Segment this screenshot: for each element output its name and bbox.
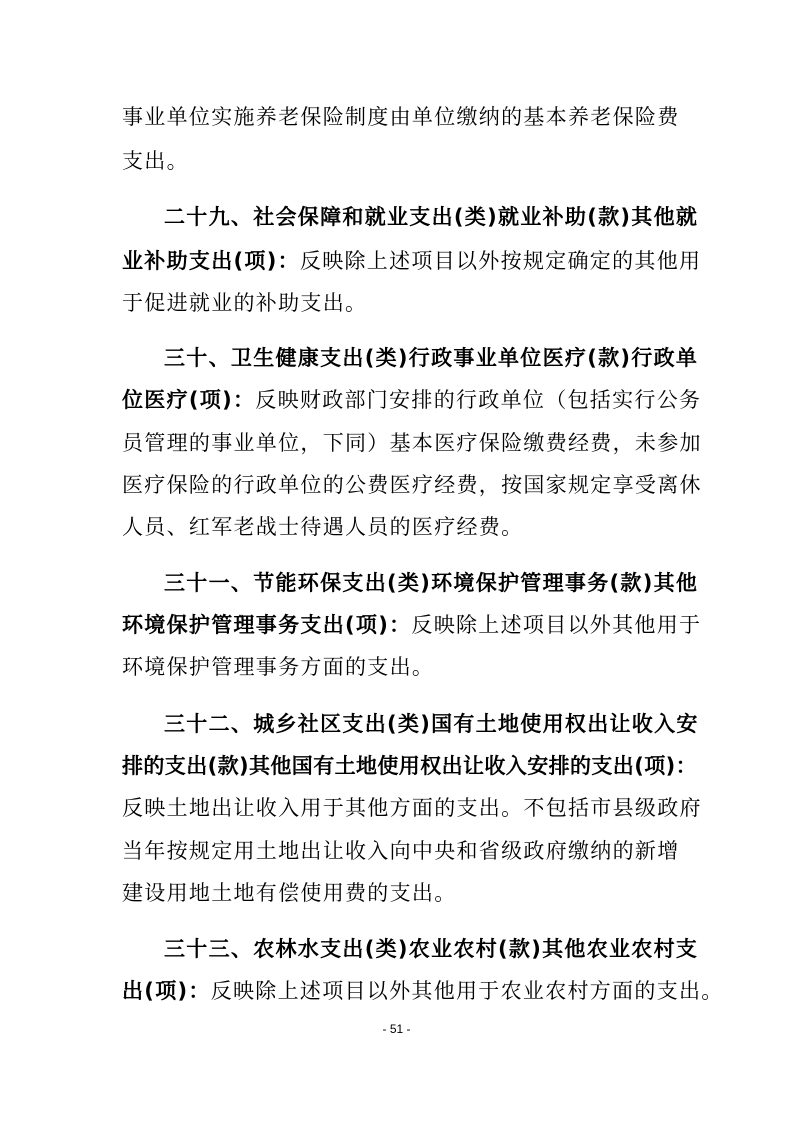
section-heading: 三十一、节能环保支出(类)环境保护管理事务(款)其他: [164, 571, 699, 595]
page-number: - 51 -: [382, 1022, 411, 1036]
section-heading: 排的支出(款)其他国有土地使用权出让收入安排的支出(项)：: [122, 754, 697, 778]
heading-line: [122, 747, 697, 785]
body-text: 员管理的事业单位，下同）基本医疗保险缴费经费，未参加: [122, 431, 702, 455]
body-text: 反映土地出让收入用于其他方面的支出。不包括市县级政府: [122, 796, 702, 820]
body-text: 于促进就业的补助支出。: [122, 291, 368, 315]
heading-line: [164, 930, 724, 968]
body-line: [122, 142, 682, 180]
body-line: [122, 789, 702, 827]
heading-line: [164, 564, 724, 602]
section-heading: 三十二、城乡社区支出(类)国有土地使用权出让收入安: [164, 712, 699, 736]
section-heading: 三十、卫生健康支出(类)行政事业单位医疗(款)行政单: [164, 346, 699, 370]
mixed-line: [122, 242, 702, 280]
body-text: 支出。: [122, 149, 189, 173]
section-heading: 二十九、社会保障和就业支出(类)就业补助(款)其他就: [164, 205, 699, 229]
body-text: 建设用地土地有偿使用费的支出。: [122, 881, 457, 905]
body-line: [122, 284, 682, 322]
heading-line: [164, 705, 724, 743]
mixed-line: [122, 381, 702, 419]
heading-line: [164, 198, 724, 236]
mixed-line: [122, 606, 702, 644]
body-text: 反映除上述项目以外其他用于: [411, 613, 702, 637]
body-line: [122, 508, 682, 546]
body-line: [122, 832, 682, 870]
section-heading: 三十三、农林水支出(类)农业农村(款)其他农业农村支: [164, 937, 699, 961]
body-line: [122, 648, 682, 686]
body-text: 人员、红军老战士待遇人员的医疗经费。: [122, 515, 524, 539]
body-line: [122, 98, 682, 136]
body-line: [122, 874, 682, 912]
section-heading: 环境保护管理事务支出(项)：: [122, 613, 412, 637]
body-line: [122, 424, 702, 462]
heading-line: [164, 339, 724, 377]
body-line: [122, 466, 702, 504]
body-text: 环境保护管理事务方面的支出。: [122, 655, 435, 679]
body-text: 事业单位实施养老保险制度由单位缴纳的基本养老保险费: [122, 105, 680, 129]
body-text: 反映除上述项目以外按规定确定的其他用: [299, 249, 702, 273]
body-text: 当年按规定用土地出让收入向中央和省级政府缴纳的新增: [122, 839, 680, 863]
body-text: 反映除上述项目以外其他用于农业农村方面的支出。: [210, 979, 724, 1003]
section-heading: 业补助支出(项)：: [122, 249, 300, 273]
section-heading: 出(项)：: [122, 979, 211, 1003]
section-heading: 位医疗(项)：: [122, 388, 256, 412]
body-text: 反映财政部门安排的行政单位（包括实行公务: [255, 388, 702, 412]
mixed-line: [122, 972, 724, 1010]
body-text: 医疗保险的行政单位的公费医疗经费，按国家规定享受离休: [122, 473, 702, 497]
